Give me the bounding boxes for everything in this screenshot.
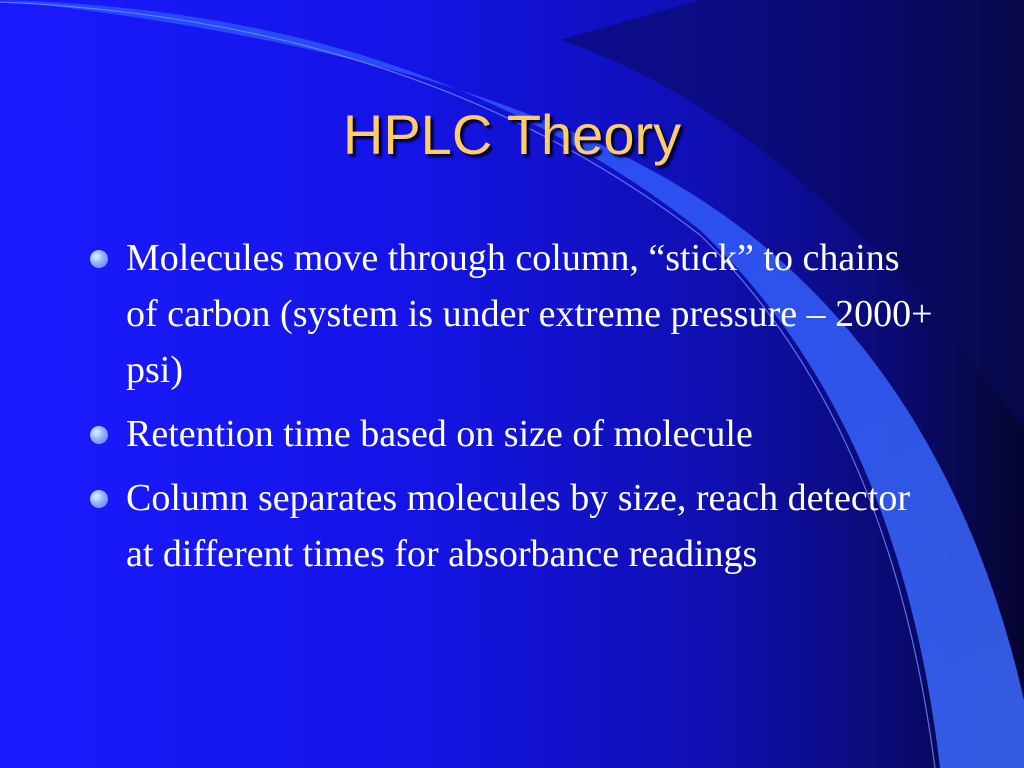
bullet-list — [88, 230, 938, 590]
bullet-item — [88, 470, 938, 582]
slide-title-text: HPLC Theory — [342, 103, 682, 166]
bullet-dot-icon — [90, 426, 108, 444]
bullet-item — [88, 230, 938, 398]
bullet-dot-icon — [90, 250, 108, 268]
slide-title — [0, 100, 1024, 170]
bullet-dot-icon — [90, 490, 108, 508]
bullet-text: Retention time based on size of molecule — [126, 413, 753, 455]
bullet-item — [88, 406, 938, 462]
bullet-text: Column separates molecules by size, reach detector at different times for absorbance readings — [126, 477, 910, 575]
bullet-text: Molecules move through column, “stick” to chains of carbon (system is under extreme pressure – 2000+ psi) — [126, 237, 933, 391]
